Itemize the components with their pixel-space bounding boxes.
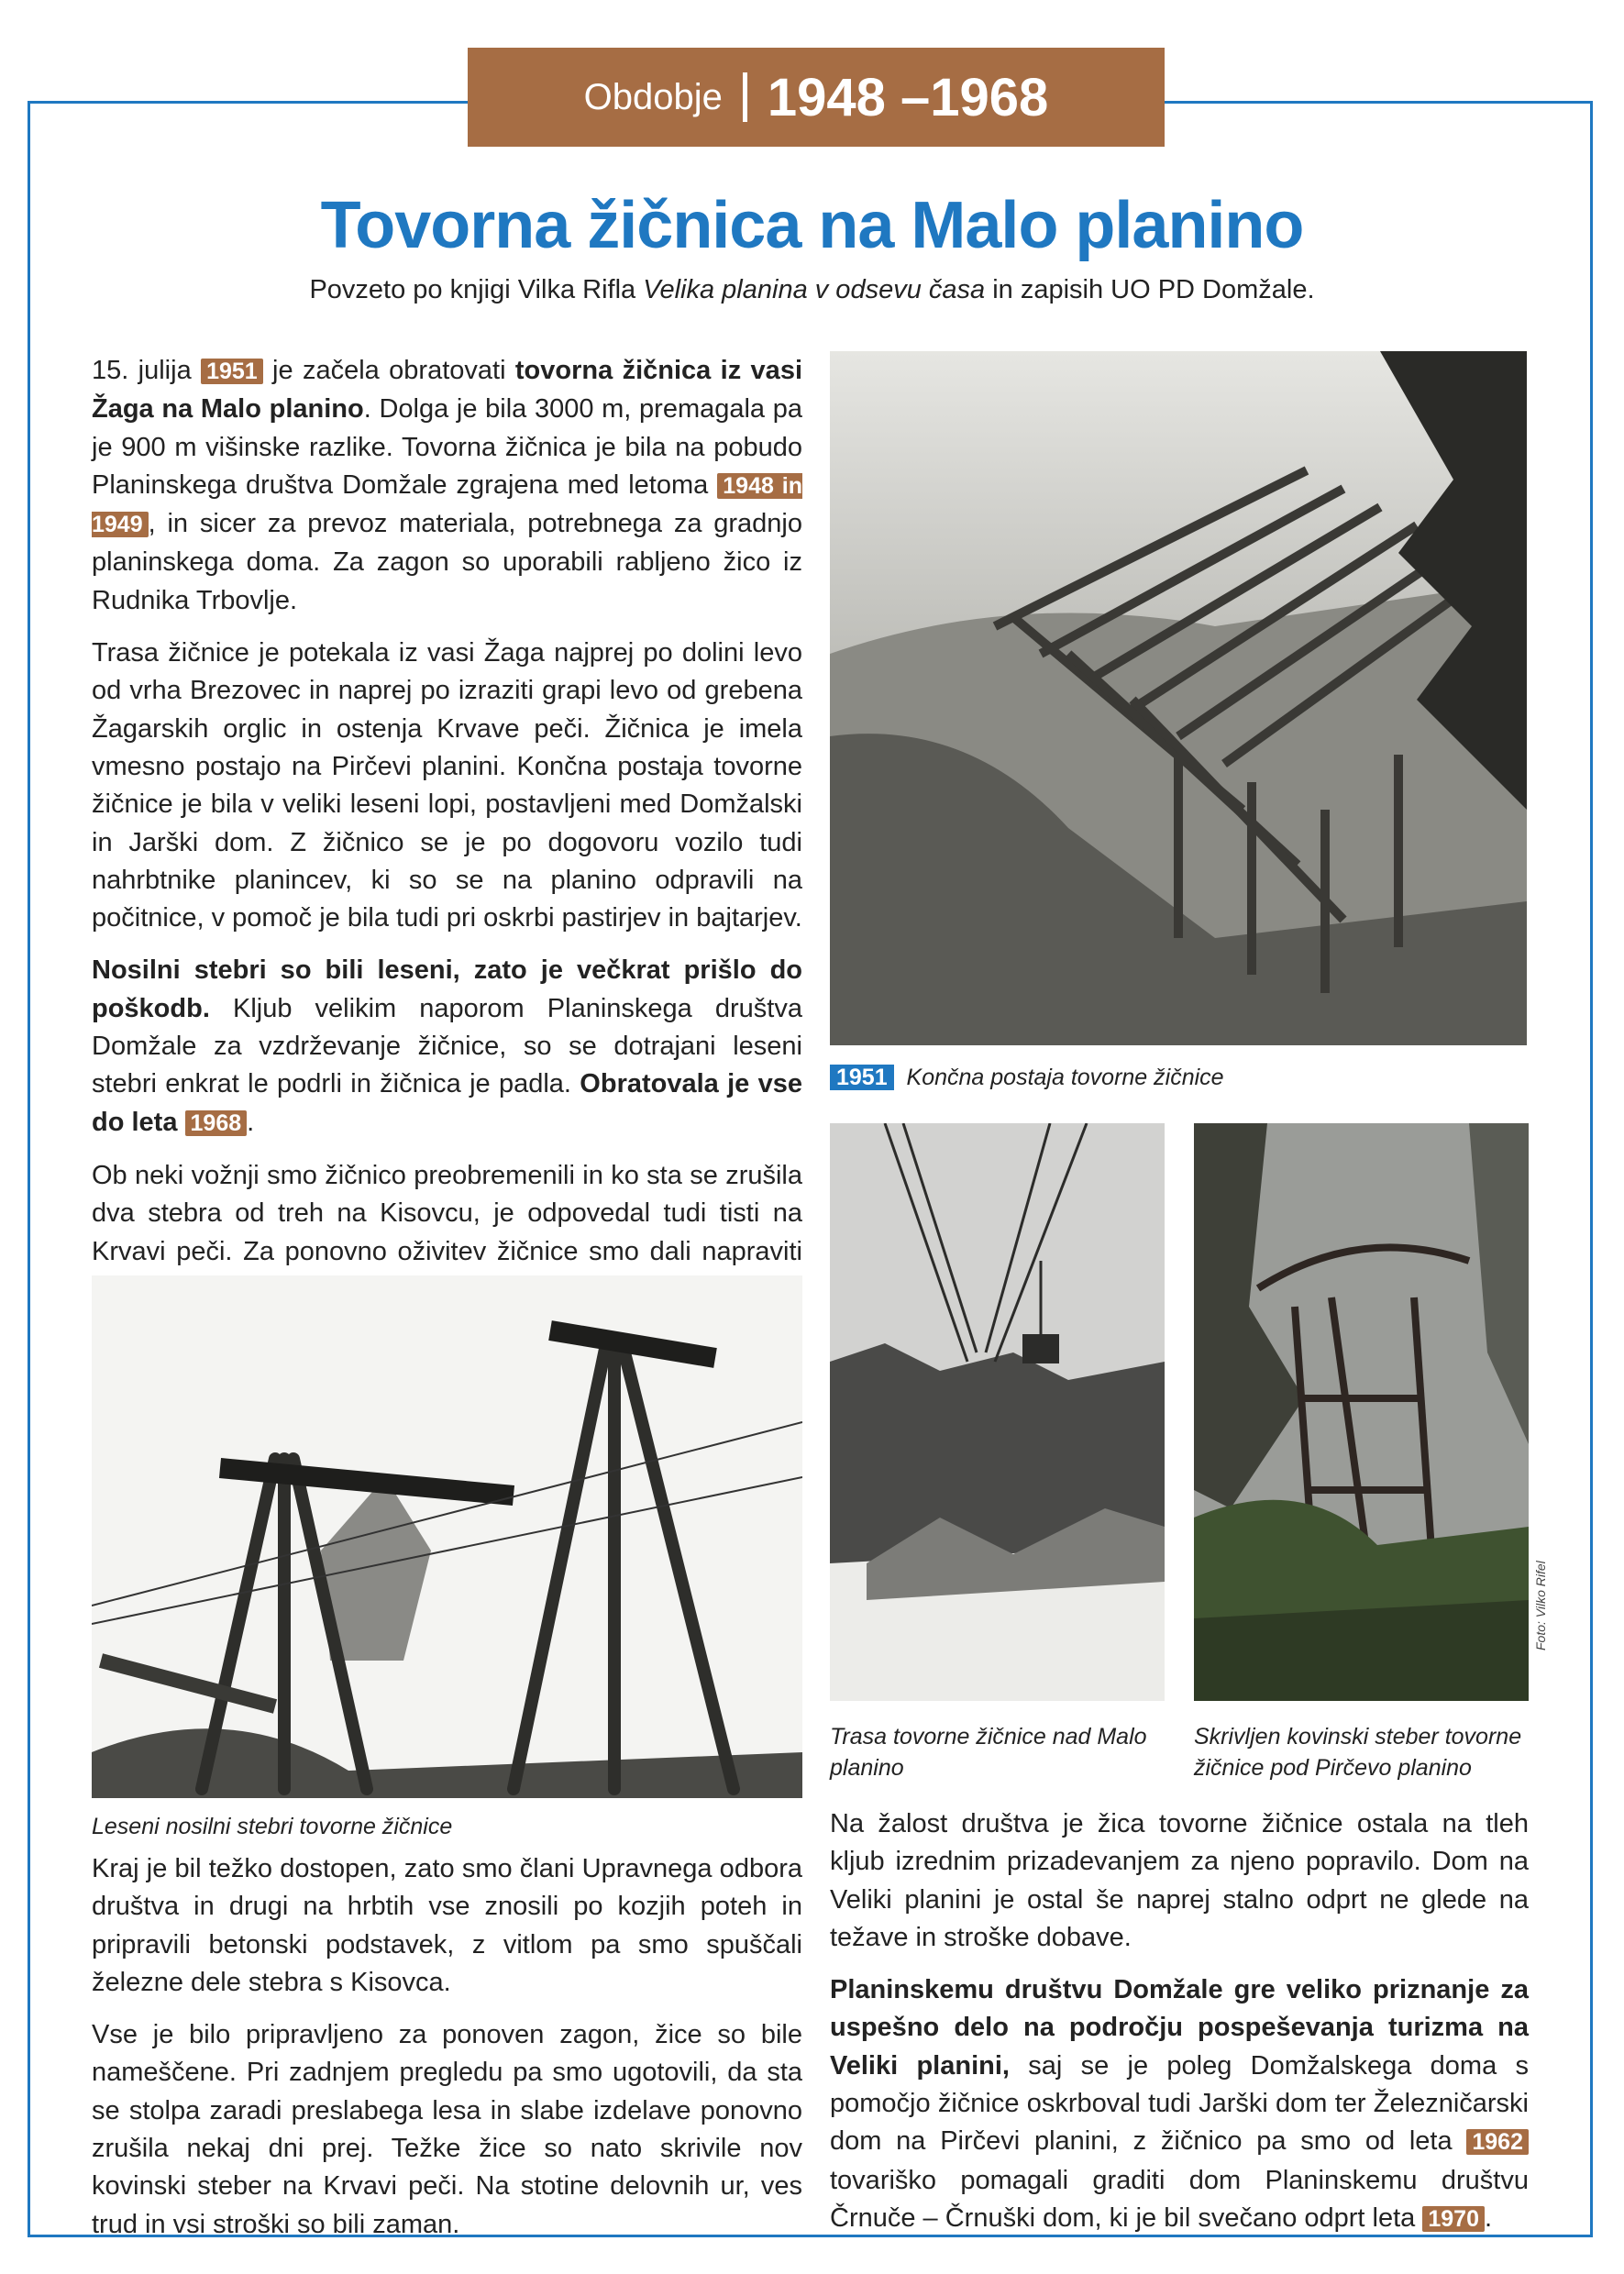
paragraph-aftermath: Na žalost društva je žica tovorne žičnice ostala na tleh kljub izrednim prizadevanjem za njeno popravilo. Dom na Veliki planini je ostal še naprej stalno odprt ne glede na težave in stroške dobave. — [830, 1809, 1529, 1952]
paragraph-collapse: Vse je bilo pripravljeno za ponoven zagon, žice so bile nameščene. Pri zadnjem pregledu pa smo ugotovili, da sta se stolpa zaradi preslabega lesa in slabe izdelave ponovno zrušila nekaj dni prej. Težke žice so nato skrivile nov kovinski steber na Krvavi peči. Na stotine delovnih ur, ves trud in vsi stroški so bili zaman. — [92, 2020, 802, 2239]
year-badge: 1970 — [1422, 2206, 1485, 2232]
year-badge: 1948 in 1949 — [92, 472, 802, 538]
caption-photo-4: Leseni nosilni stebri tovorne žičnice — [92, 1814, 453, 1839]
photo-wooden-pillars — [92, 1275, 802, 1798]
year-badge: 1968 — [185, 1110, 248, 1136]
photo-station-1951 — [830, 351, 1527, 1045]
year-badge: 1951 — [201, 359, 263, 384]
photo-bent-pillar — [1194, 1123, 1529, 1701]
paragraph-overload: Ob neki vožnji smo žičnico preobremenili in ko sta se zrušila dva stebra od treh na Kisovcu, je odpovedal tudi tisti na Krvavi peči. Za ponovno oživitev žičnice smo dali napraviti — [92, 1160, 802, 1266]
period-years: 1948 –1968 — [767, 67, 1049, 127]
period-separator — [743, 72, 747, 122]
photo-route — [830, 1123, 1165, 1701]
page-title: Tovorna žičnica na Malo planino — [320, 189, 1304, 262]
paragraph-pillars: Nosilni stebri so bili leseni, zato je večkrat prišlo do poškodb. Kljub velikim naporom Planinskega društva Domžale za vzdrževanje žičnice, so se dotrajani leseni stebri enkrat le podrli in žičnica je padla. Obratovala je vse do leta 1968 . — [92, 955, 802, 1137]
period-banner — [468, 48, 1165, 147]
year-badge: 1962 — [1466, 2129, 1529, 2155]
period-label: Obdobje — [583, 76, 723, 117]
text-column-left-top — [92, 352, 802, 1361]
caption-photo-2: Trasa tovorne žičnice nad Malo planino — [830, 1724, 1147, 1781]
photo-credit: Foto: Vilko Rifel — [1533, 1561, 1548, 1650]
page-subtitle: Povzeto po knjigi Vilka Rifla Velika planina v odsevu časa in zapisih UO PD Domžale. — [309, 275, 1315, 304]
paragraph-route: Trasa žičnice je potekala iz vasi Žaga najprej po dolini levo od vrha Brezovec in naprej po izraziti grapi levo od grebena Žagarskih orglic in ostenja Krvave peči. Žičnica je imela vmesno postajo na Pirčevi planini. Končna postaja tovorne žičnice je bila v veliki leseni lopi, postavljeni med Domžalski in Jarški dom. Z žičnico se je po dogovoru vozilo tudi nahrbtnike planincev, ki so se na planino odpravili na počitnice, v pomoč je bila tudi pri oskrbi pastirjev in bajtarjev. — [92, 638, 802, 933]
paragraph-recognition: Planinskemu društvu Domžale gre veliko priznanje za uspešno delo na področju pospeševanja turizma na Veliki planini, saj se je poleg Domžalskega doma s pomočjo žičnice oskrboval tudi Jarški dom ter Železničarski dom na Pirčevi planini, z žičnico pa smo od leta 1962 tovariško pomagali graditi dom Planinskemu društvu Črnuče – Črnuški dom, ki je bil svečano odprt leta 1970 . — [830, 1975, 1529, 2233]
text-column-right-bottom — [830, 1805, 1529, 2253]
text-column-left-bottom — [92, 1850, 802, 2258]
paragraph-intro: 15. julija 1951 je začela obratovati tovorna žičnica iz vasi Žaga na Malo planino. Dolga je bila 3000 m, premagala pa je 900 m višinske razlike. Tovorna žičnica je bila na pobudo Planinskega društva Domžale zgrajena med letoma 1948 in 1949 , in sicer za prevoz materiala, potrebnega za gradnjo planinskega doma. Za zagon so uporabili rabljeno žico iz Rudnika Trbovlje. — [92, 356, 802, 615]
paragraph-construction: Kraj je bil težko dostopen, zato smo člani Upravnega odbora društva in drugi na hrbtih vse znosili po kozjih poteh in pripravili betonski podstavek, z vitlom pa smo spuščali železne dele stebra s Kisovca. — [92, 1854, 802, 1997]
year-badge: 1951 — [830, 1065, 894, 1090]
caption-photo-3: Skrivljen kovinski steber tovorne žičnice pod Pirčevo planino — [1194, 1724, 1522, 1781]
caption-photo-1: 1951 Končna postaja tovorne žičnice — [830, 1062, 1224, 1093]
